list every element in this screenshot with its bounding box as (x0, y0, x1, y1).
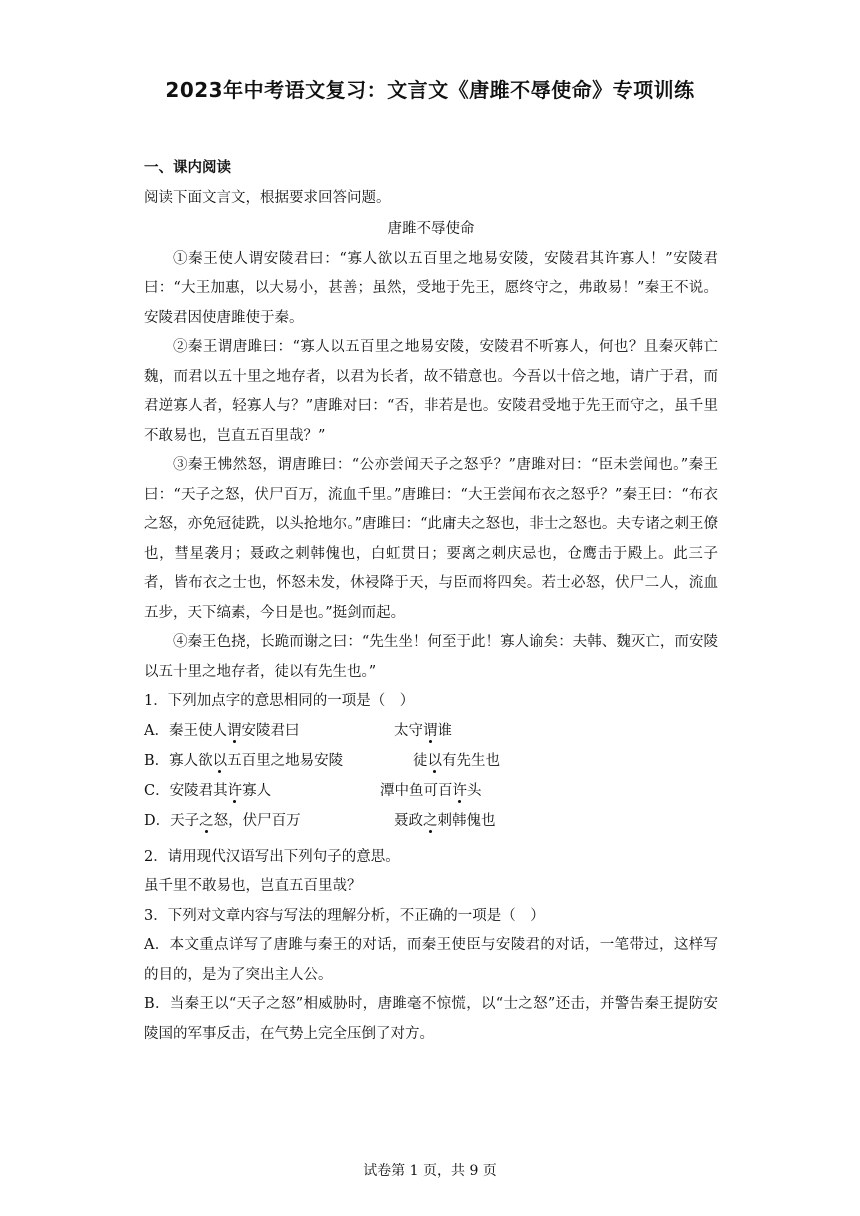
option-text: 安陵君其 (169, 782, 228, 799)
dotted-character: 谓 (226, 722, 242, 739)
option-text: 五百里之地易安陵 (227, 752, 344, 769)
section-heading: 一、课内阅读 (144, 160, 231, 176)
question-1-option-d (144, 807, 718, 837)
option-text: 安陵君曰 (241, 722, 300, 739)
option-a-left (144, 717, 394, 747)
option-text: 寡人欲 (169, 752, 213, 769)
dotted-character: 以 (427, 752, 442, 769)
option-c-right (380, 777, 482, 807)
option-text: 寡人 (242, 782, 272, 799)
question-3-option-a: A．本文重点详写了唐雎与秦王的对话，而秦王使臣与安陵君的对话，一笔带过，这样写的目的，是为了突出主人公。 (144, 937, 718, 983)
option-text: 头 (467, 782, 482, 799)
dotted-character: 谓 (423, 722, 438, 739)
section-instruction: 阅读下面文言文，根据要求回答问题。 (144, 189, 391, 206)
question-3-stem: 3．下列对文章内容与写法的理解分析，不正确的一项是（ ） (144, 907, 545, 924)
option-text: 有先生也 (442, 752, 500, 769)
question-1-stem: 1．下列加点字的意思相同的一项是（ ） (144, 693, 415, 709)
option-label: C． (144, 782, 170, 799)
passage-paragraph-4: ④秦王色挠，长跪而谢之曰：“先生坐！何至于此！寡人谕矣：夫韩、魏灭亡，而安陵以五十里之地存者，徒以有先生也。” (144, 634, 718, 680)
option-text: 怒，伏尸百万 (213, 812, 301, 829)
option-a-right (394, 717, 452, 747)
option-b-right (413, 747, 500, 777)
page-footer: 试卷第 1 页，共 9 页 (363, 1163, 497, 1179)
dotted-character: 许 (227, 782, 243, 799)
option-text: 刺韩傀也 (437, 812, 496, 829)
option-text: 聂政 (394, 812, 423, 829)
question-1-option-a (144, 717, 718, 747)
document-body (144, 154, 718, 1049)
question-2-sentence: 虽千里不敢易也，岂直五百里哉？ (144, 878, 362, 894)
option-label: D． (144, 812, 171, 829)
dotted-character: 之 (199, 812, 214, 829)
option-b-left (144, 747, 413, 777)
dotted-character: 许 (452, 782, 467, 799)
option-text: 天子 (170, 812, 200, 829)
question-1-option-b (144, 747, 718, 777)
option-c-left (144, 777, 380, 807)
option-text: 徒 (413, 752, 428, 769)
question-3-option-b: B．当秦王以“天子之怒”相威胁时，唐雎毫不惊慌，以“士之怒”还击，并警告秦王提防安陵国的军事反击，在气势上完全压倒了对方。 (144, 996, 718, 1042)
option-d-right (394, 807, 496, 837)
option-d-left (144, 807, 394, 837)
question-1-option-c (144, 777, 718, 807)
option-text: 谁 (437, 722, 452, 739)
option-text: 太守 (394, 722, 423, 739)
dotted-character: 以 (212, 752, 228, 769)
dotted-character: 之 (423, 812, 438, 829)
passage-title: 唐雎不辱使命 (387, 221, 475, 237)
option-label: A． (144, 722, 169, 739)
question-2-stem: 2．请用现代汉语写出下列句子的意思。 (144, 848, 400, 865)
document-title: 2023年中考语文复习：文言文《唐雎不辱使命》专项训练 (165, 78, 695, 102)
passage-paragraph-2: ②秦王谓唐雎曰：“寡人以五百里之地易安陵，安陵君不听寡人，何也？且秦灭韩亡魏，而君以五十里之地存者，以君为长者，故不错意也。今吾以十倍之地，请广于君，而君逆寡人者，轻寡人与？”唐雎对曰：“否，非若是也。安陵君受地于先王而守之，虽千里不敢易也，岂直五百里哉？” (144, 339, 718, 444)
passage-paragraph-3: ③秦王怫然怒，谓唐雎曰：“公亦尝闻天子之怒乎？”唐雎对曰：“臣未尝闻也。”秦王曰：“天子之怒，伏尸百万，流血千里。”唐雎曰：“大王尝闻布衣之怒乎？”秦王曰：“布衣之怒，亦免冠徒跣，以头抢地尔。”唐雎曰：“此庸夫之怒也，非士之怒也。夫专诸之刺王僚也，彗星袭月；聂政之刺韩傀也，白虹贯日；要离之刺庆忌也，仓鹰击于殿上。此三子者，皆布衣之士也，怀怒未发，休祲降于天，与臣而将四矣。若士必怒，伏尸二人，流血五步，天下缟素，今日是也。”挺剑而起。 (144, 457, 718, 621)
passage-paragraph-1: ①秦王使人谓安陵君曰：“寡人欲以五百里之地易安陵，安陵君其许寡人！”安陵君曰：“大王加惠，以大易小，甚善；虽然，受地于先王，愿终守之，弗敢易！”秦王不说。安陵君因使唐雎使于秦。 (144, 250, 718, 326)
option-label: B． (144, 752, 170, 769)
option-text: 秦王使人 (168, 722, 227, 739)
option-text: 潭中鱼可百 (380, 782, 453, 799)
